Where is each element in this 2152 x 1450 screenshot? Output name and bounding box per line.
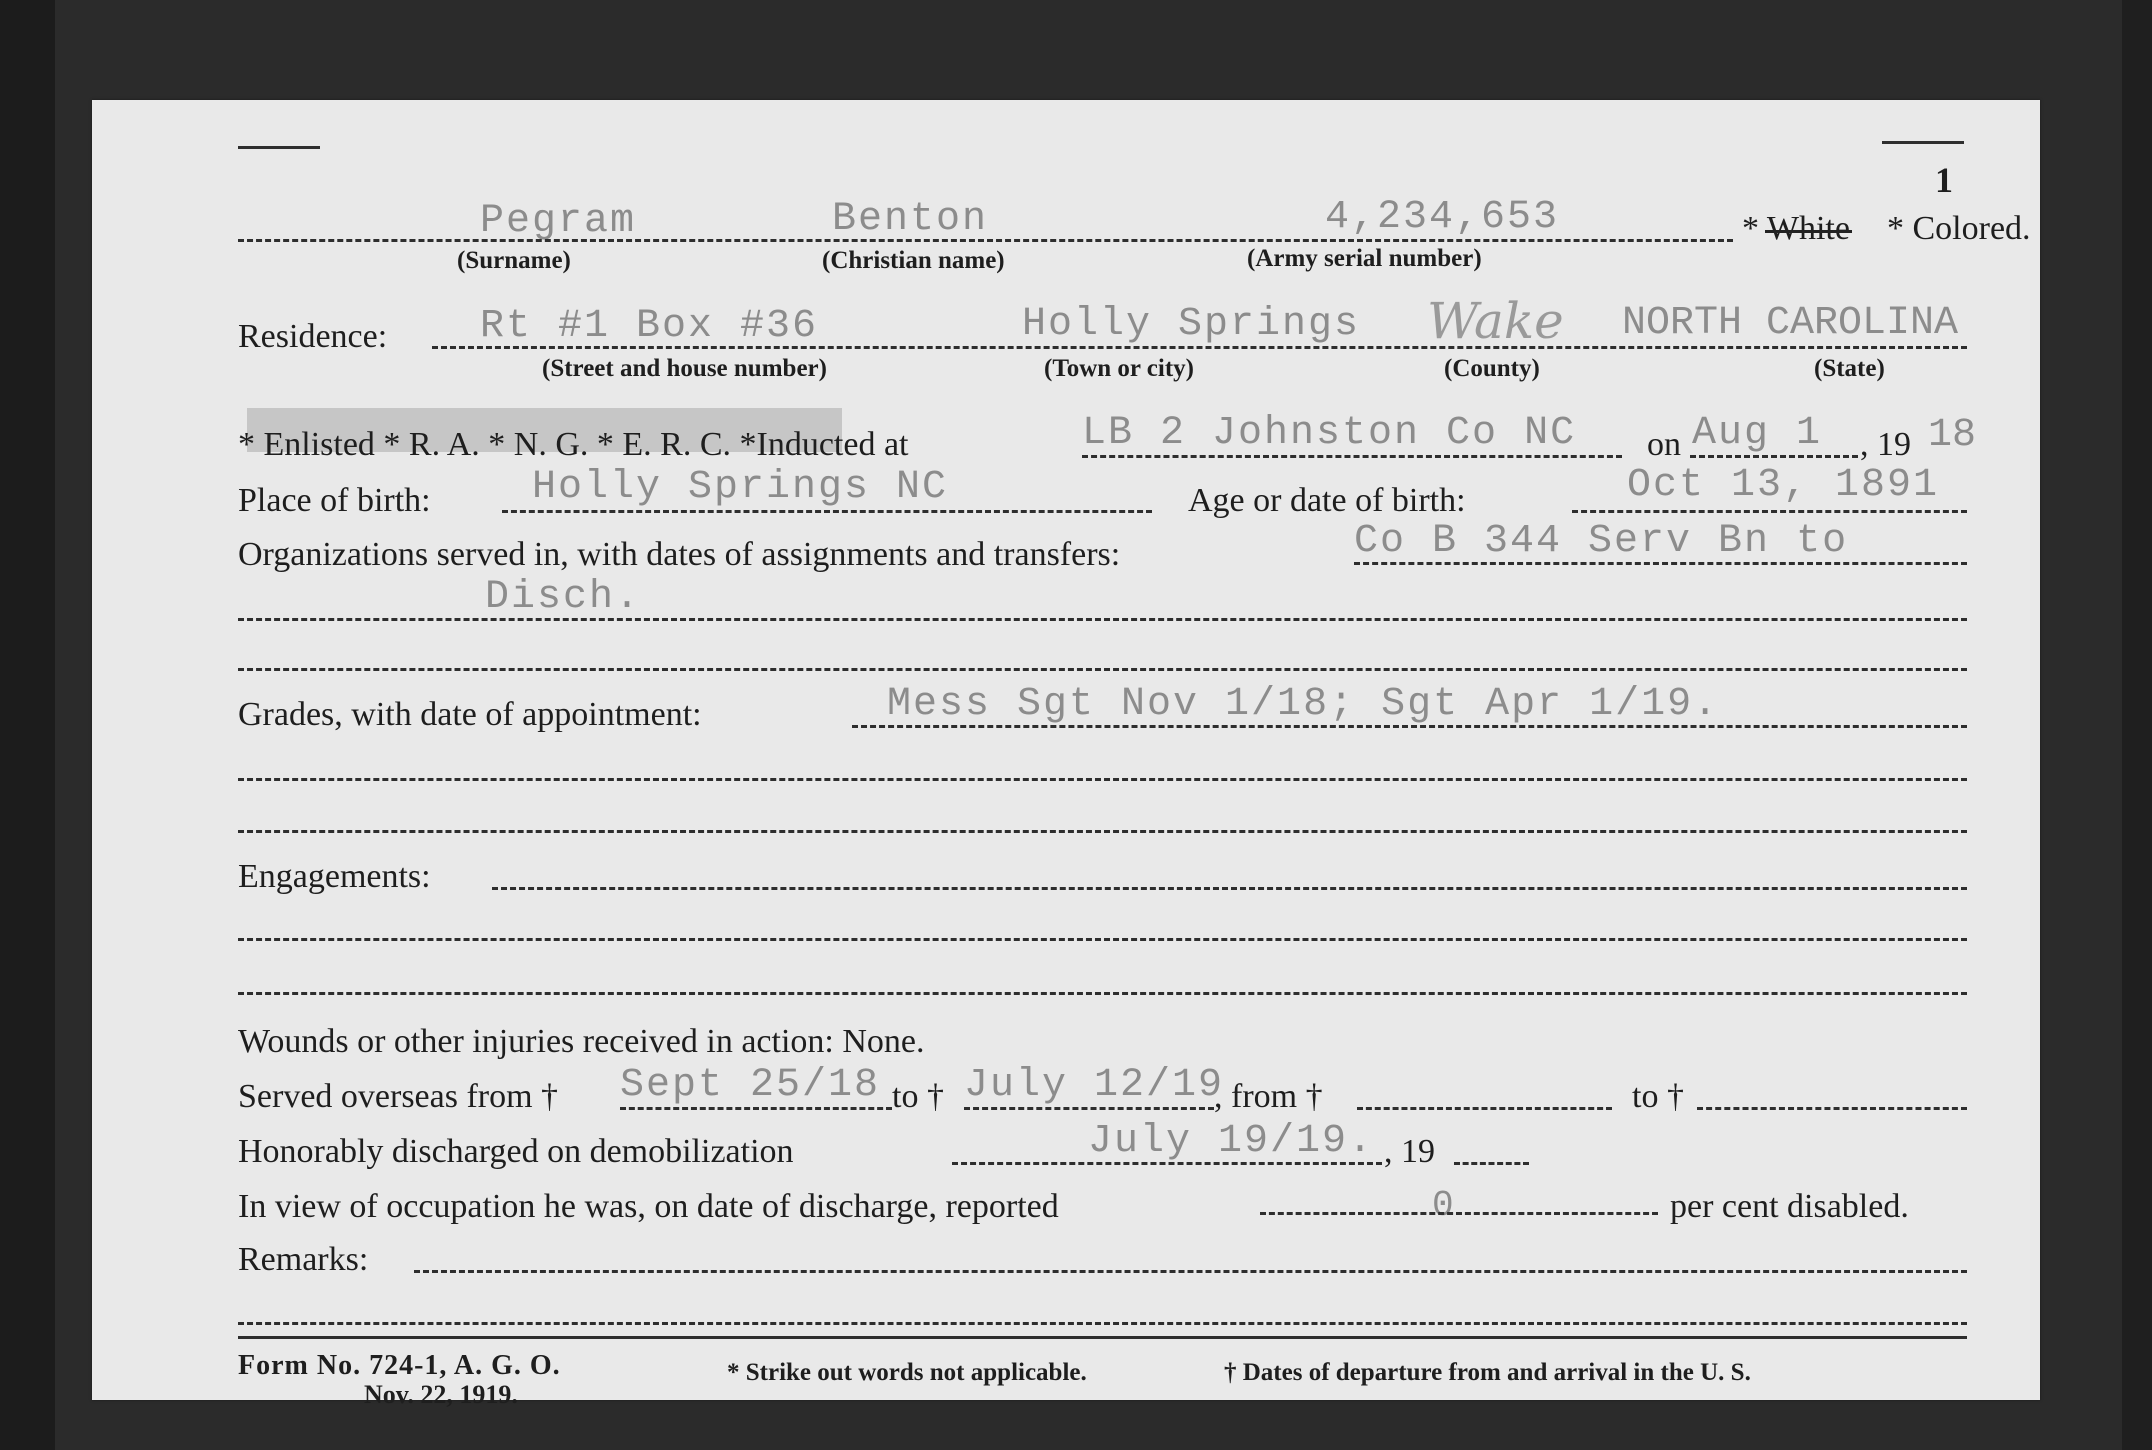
enlistment-label: * Enlisted * R. A. * N. G. * E. R. C. *Inducted at [238, 426, 909, 463]
overseas-to2-line [1697, 1107, 1967, 1110]
discharge-year-line [1454, 1162, 1529, 1165]
induction-place-value: LB 2 Johnston Co NC [1082, 411, 1577, 456]
birth-place-line [502, 510, 1152, 513]
serial-number-value: 4,234,653 [1325, 195, 1560, 240]
on-label: on [1647, 426, 1681, 463]
organizations-label: Organizations served in, with dates of assignments and transfers: [238, 536, 1121, 573]
strike-out-note: * Strike out words not applicable. [727, 1359, 1087, 1386]
card-number: 1 [1935, 160, 1953, 200]
overseas-to-value: July 12/19 [964, 1063, 1225, 1108]
remarks-line1 [414, 1270, 1967, 1273]
christian-name-value: Benton [832, 197, 989, 242]
residence-street-value: Rt #1 Box #36 [480, 304, 819, 349]
dates-note: † Dates of departure from and arrival in the U. S. [1224, 1359, 1751, 1386]
remarks-line2 [238, 1322, 1967, 1325]
scan-right-edge [2122, 0, 2152, 1450]
christian-name-caption: (Christian name) [822, 247, 1005, 274]
engagements-line2 [238, 938, 1967, 941]
residence-county-value: Wake [1427, 292, 1564, 350]
overseas-to-label: to † [892, 1078, 944, 1115]
organizations-line2-value: Disch. [485, 575, 642, 620]
engagements-label: Engagements: [238, 858, 431, 895]
form-number: Form No. 724-1, A. G. O. [238, 1350, 561, 1381]
race-white [1742, 212, 1850, 246]
engagements-line3 [238, 992, 1967, 995]
disability-label: In view of occupation he was, on date of discharge, reported [238, 1188, 1059, 1225]
induction-place-line [1082, 455, 1622, 458]
disability-line [1260, 1212, 1658, 1215]
race-white-struck: White [1766, 210, 1850, 247]
overseas-from2-line [1357, 1107, 1612, 1110]
top-right-rule [1882, 141, 1964, 144]
serial-number-caption: (Army serial number) [1247, 245, 1482, 272]
discharge-label: Honorably discharged on demobilization [238, 1133, 794, 1170]
surname-caption: (Surname) [457, 247, 571, 274]
state-caption: (State) [1814, 355, 1885, 382]
residence-line [432, 346, 1967, 349]
discharge-year-label: , 19 [1384, 1133, 1435, 1170]
footer-rule [238, 1336, 1967, 1339]
grades-label: Grades, with date of appointment: [238, 696, 702, 733]
scan-left-edge [0, 0, 55, 1450]
form-date: Nov. 22, 1919. [364, 1380, 518, 1409]
overseas-from2-label: , from † [1214, 1078, 1323, 1115]
discharge-date-line [952, 1162, 1382, 1165]
discharge-date-value: July 19/19. [1088, 1119, 1375, 1164]
residence-label: Residence: [238, 318, 388, 355]
disability-value: 0 [1432, 1185, 1456, 1226]
grades-line3 [238, 830, 1967, 833]
wounds-text: Wounds or other injuries received in action: None. [238, 1023, 925, 1060]
race-colored: * Colored. [1887, 210, 2031, 247]
grades-value: Mess Sgt Nov 1/18; Sgt Apr 1/19. [887, 682, 1720, 727]
surname-value: Pegram [480, 199, 637, 244]
year-prefix: , 19 [1860, 426, 1911, 463]
street-caption: (Street and house number) [542, 355, 827, 382]
birth-place-value: Holly Springs NC [532, 465, 949, 510]
birth-date-label: Age or date of birth: [1188, 482, 1466, 519]
overseas-to2-label: to † [1632, 1078, 1684, 1115]
top-left-rule [238, 146, 320, 149]
induction-date-line [1690, 455, 1858, 458]
organizations-line2 [238, 618, 1967, 621]
organizations-line1-value: Co B 344 Serv Bn to [1354, 519, 1849, 564]
grades-line1 [852, 725, 1967, 728]
identity-line [238, 239, 1733, 242]
overseas-from-line [620, 1107, 892, 1110]
overseas-to-line [964, 1107, 1214, 1110]
overseas-from-value: Sept 25/18 [620, 1063, 881, 1108]
birth-date-value: Oct 13, 1891 [1627, 463, 1940, 508]
disability-suffix: per cent disabled. [1670, 1188, 1909, 1225]
organizations-line3 [238, 668, 1967, 671]
birth-place-label: Place of birth: [238, 482, 431, 519]
overseas-label: Served overseas from † [238, 1078, 559, 1115]
service-record-card [92, 100, 2040, 1409]
race-white-text: * White [1742, 210, 1850, 247]
induction-year-value: 18 [1928, 413, 1977, 458]
remarks-label: Remarks: [238, 1241, 369, 1278]
residence-town-value: Holly Springs [1022, 302, 1361, 347]
grades-line2 [238, 778, 1967, 781]
induction-date-value: Aug 1 [1692, 411, 1823, 456]
town-caption: (Town or city) [1044, 355, 1194, 382]
organizations-line1 [1354, 562, 1967, 565]
county-caption: (County) [1444, 355, 1540, 382]
engagements-line1 [492, 887, 1967, 890]
residence-state-value: NORTH CAROLINA [1622, 301, 1959, 346]
birth-date-line [1572, 510, 1967, 513]
